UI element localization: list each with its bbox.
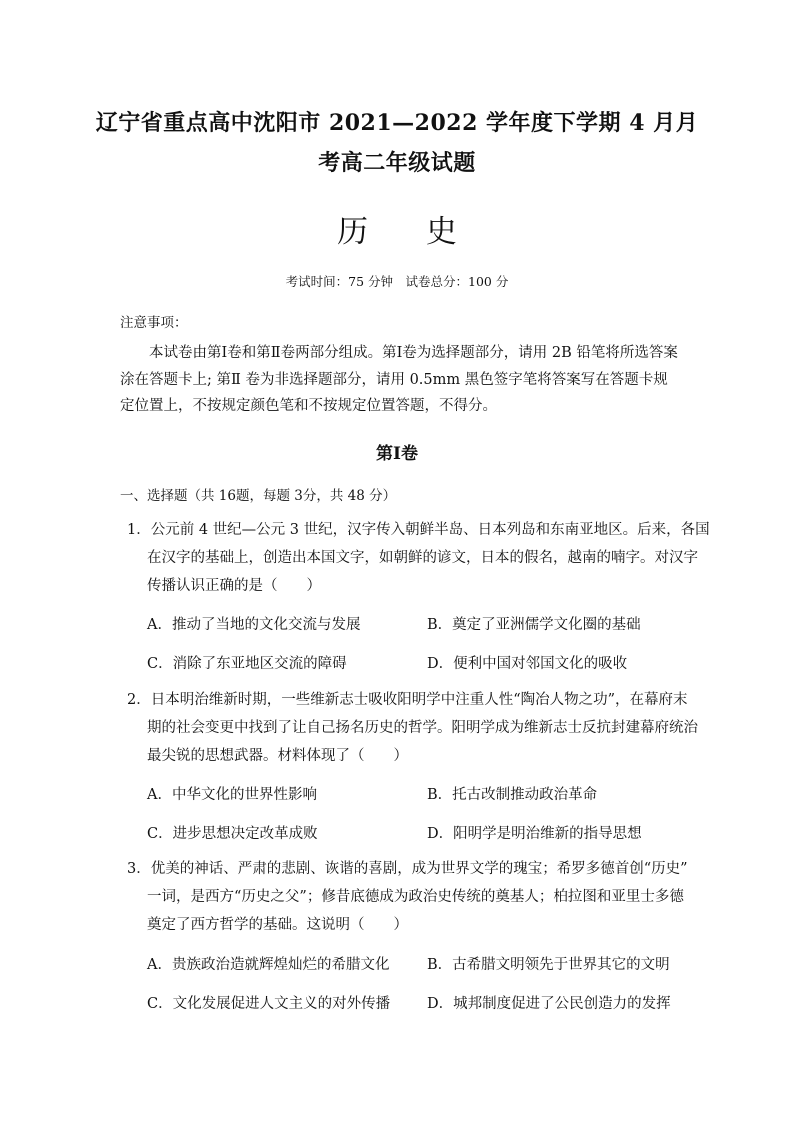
option-a[interactable]: A．贵族政治造就辉煌灿烂的希腊文化 <box>147 957 390 973</box>
question-stem-line: 3．优美的神话、严肃的悲剧、诙谐的喜剧，成为世界文学的瑰宝；希罗多德首创“历史” <box>127 861 688 877</box>
question-stem-line: 在汉字的基础上，创造出本国文字，如朝鲜的谚文，日本的假名，越南的喃字。对汉字 <box>147 550 698 566</box>
question-stem-line: 传播认识正确的是（ ） <box>147 578 321 594</box>
exam-info: 考试时间：75 分钟 试卷总分：100 分 <box>285 274 509 289</box>
section-title: 一、选择题（共 16题，每题 3分，共 48 分） <box>120 488 397 504</box>
option-d[interactable]: D．阳明学是明治维新的指导思想 <box>427 826 642 842</box>
question-stem-line: 2．日本明治维新时期，一些维新志士吸收阳明学中注重人性“陶冶人物之功”，在幕府末 <box>127 692 688 708</box>
option-a[interactable]: A．中华文化的世界性影响 <box>147 787 317 803</box>
exam-title-line2: 考高二年级试题 <box>318 150 476 176</box>
notice-text: 本试卷由第Ⅰ卷和第Ⅱ卷两部分组成。第Ⅰ卷为选择题部分，请用 2B 铅笔将所选答案涂在答题卡上; 第Ⅱ 卷为非选择题部分，请用 0.5mm 黑色签字笔将答案写在答题卡规定位置上，不按规定颜色笔和不按规定位置答题，不得分。 <box>120 345 678 414</box>
option-a[interactable]: A．推动了当地的文化交流与发展 <box>147 617 361 633</box>
question-stem-line: 期的社会变更中找到了让自己扬名历史的哲学。阳明学成为维新志士反抗封建幕府统治 <box>147 720 698 736</box>
exam-title-line1: 辽宁省重点高中沈阳市 2021—2022 学年度下学期 4 月月 <box>95 110 699 136</box>
question-stem-line: 一词，是西方“历史之父”；修昔底德成为政治史传统的奠基人；柏拉图和亚里士多德 <box>147 889 684 905</box>
option-d[interactable]: D．城邦制度促进了公民创造力的发挥 <box>427 996 671 1012</box>
question-stem-line: 最尖锐的思想武器。材料体现了（ ） <box>147 748 408 764</box>
option-d[interactable]: D．便利中国对邻国文化的吸收 <box>427 656 628 672</box>
option-c[interactable]: C．消除了东亚地区交流的障碍 <box>147 656 347 672</box>
question-stem-line: 1．公元前 4 世纪—公元 3 世纪，汉字传入朝鲜半岛、日本列岛和东南亚地区。后来，各国 <box>127 522 710 538</box>
notice-heading: 注意事项： <box>120 315 188 331</box>
question-stem-line: 奠定了西方哲学的基础。这说明（ ） <box>147 917 408 933</box>
option-c[interactable]: C．进步思想决定改革成败 <box>147 826 318 842</box>
volume-title: 第Ⅰ卷 <box>376 444 418 464</box>
option-b[interactable]: B．托古改制推动政治革命 <box>427 787 598 803</box>
option-b[interactable]: B．奠定了亚洲儒学文化圈的基础 <box>427 617 641 633</box>
subject-title: 历 史 <box>337 214 481 250</box>
option-c[interactable]: C．文化发展促进人文主义的对外传播 <box>147 996 391 1012</box>
option-b[interactable]: B．古希腊文明领先于世界其它的文明 <box>427 957 670 973</box>
